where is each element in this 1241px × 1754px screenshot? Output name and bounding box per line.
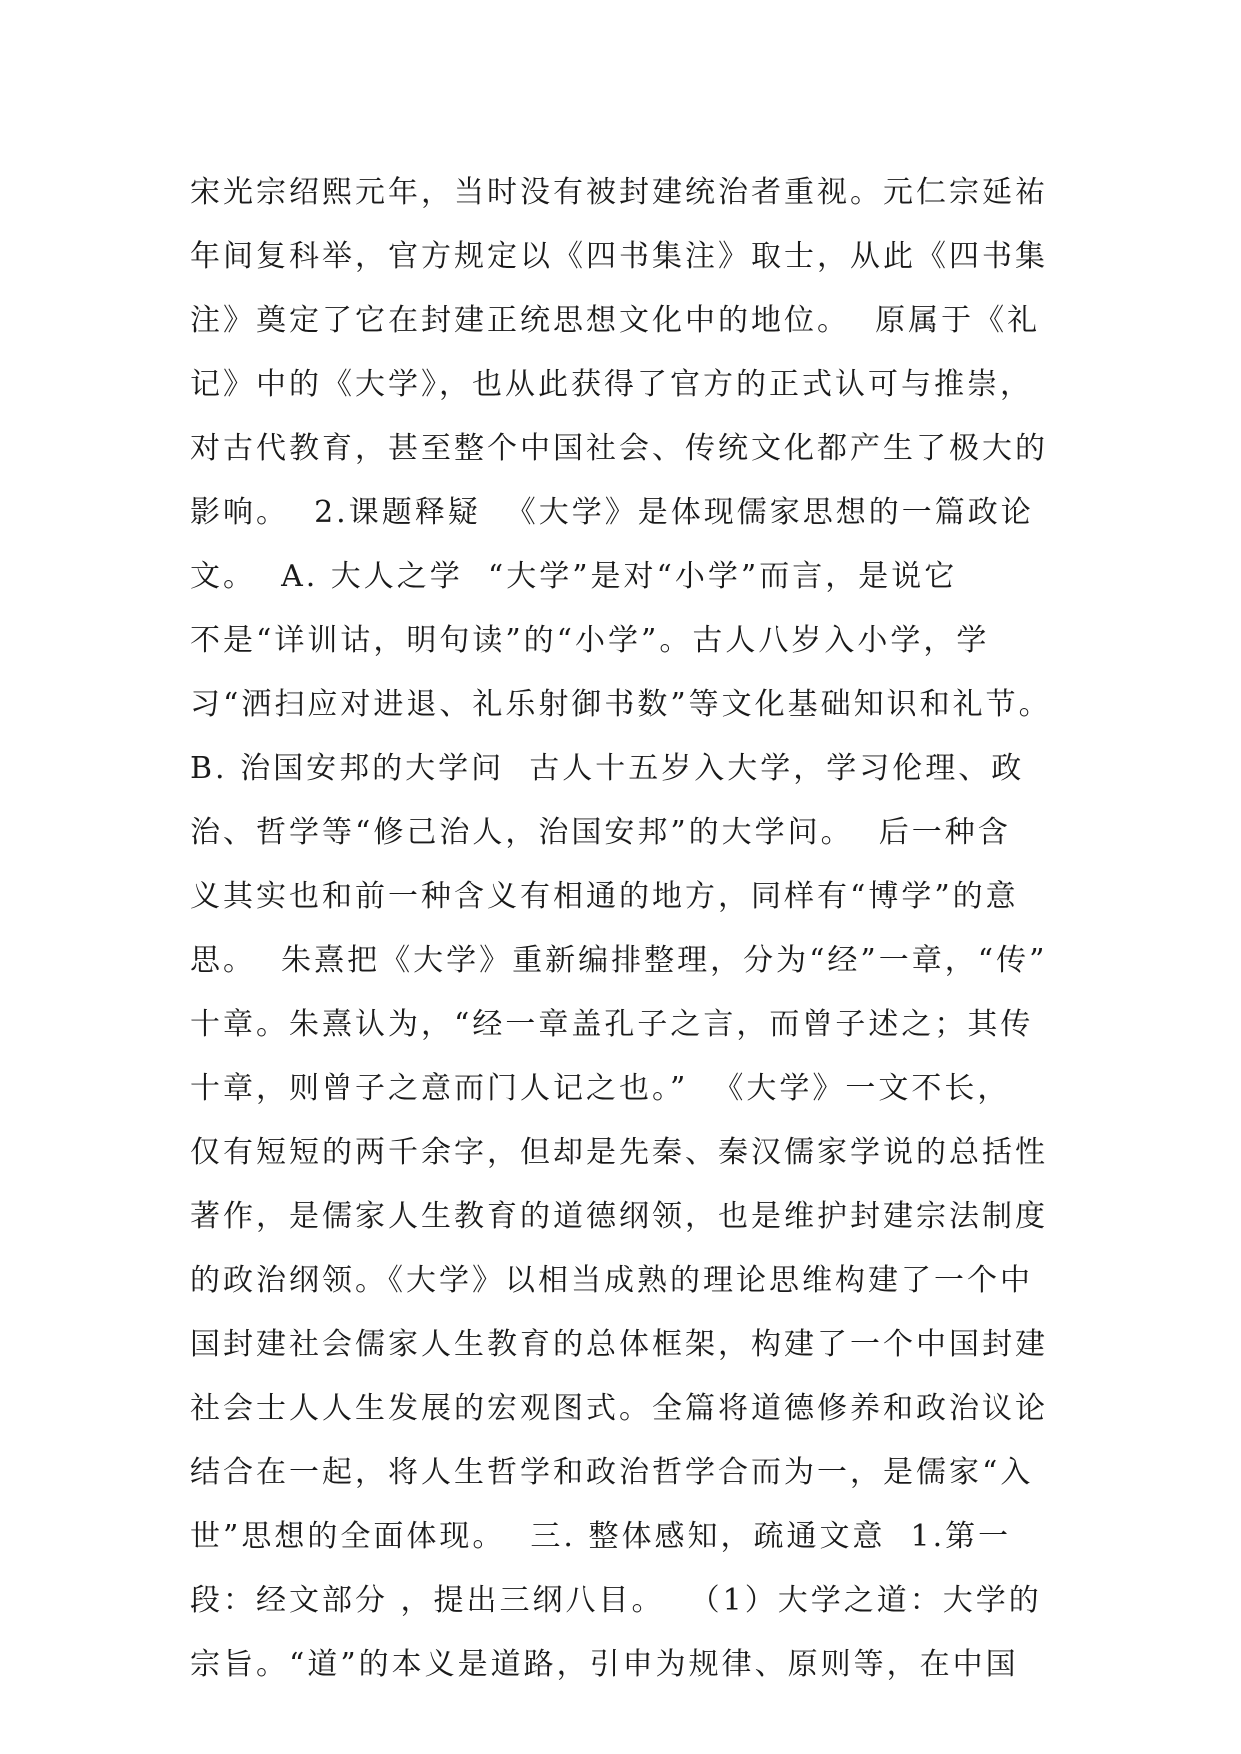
text-line: 不是“详训诂，明句读”的“小学”。古人八岁入小学，学 — [190, 623, 990, 658]
text-line: 义其实也和前一种含义有相通的地方，同样有“博学”的意 — [190, 879, 1019, 914]
text-line: 宋光宗绍熙元年，当时没有被封建统治者重视。元仁宗延祐 — [190, 175, 1048, 210]
text-line: 著作，是儒家人生教育的道德纲领，也是维护封建宗法制度 — [190, 1199, 1048, 1234]
text-line: 结合在一起，将人生哲学和政治哲学合而为一，是儒家“入 — [190, 1455, 1034, 1490]
text-line: B. 治国安邦的大学问 古人十五岁入大学，学习伦理、政 — [190, 751, 1025, 786]
text-line: 记》中的《大学》，也从此获得了官方的正式认可与推崇， — [190, 367, 1033, 402]
text-line: 段：经文部分 ，提出三纲八目。 （1）大学之道：大学的 — [190, 1583, 1042, 1618]
text-line: 仅有短短的两千余字，但却是先秦、秦汉儒家学说的总括性 — [190, 1135, 1048, 1170]
text-line: 对古代教育，甚至整个中国社会、传统文化都产生了极大的 — [190, 431, 1048, 466]
text-line: 习“洒扫应对进退、礼乐射御书数”等文化基础知识和礼节。 — [190, 687, 1052, 722]
text-line: 社会士人人生发展的宏观图式。全篇将道德修养和政治议论 — [190, 1391, 1048, 1426]
text-line: 的政治纲领。《大学》以相当成熟的理论思维构建了一个中 — [190, 1263, 1033, 1298]
text-line: 国封建社会儒家人生教育的总体框架，构建了一个中国封建 — [190, 1327, 1048, 1362]
body-text — [190, 161, 1070, 1697]
text-line: 十章。朱熹认为，“经一章盖孔子之言，而曾子述之；其传 — [190, 1007, 1034, 1042]
text-line: 思。 朱熹把《大学》重新编排整理，分为“经”一章，“传” — [190, 943, 1048, 978]
text-line: 注》奠定了它在封建正统思想文化中的地位。 原属于《礼 — [190, 303, 1041, 338]
text-line: 治、哲学等“修己治人，治国安邦”的大学问。 后一种含 — [190, 815, 1011, 850]
text-line: 宗旨。“道”的本义是道路，引申为规律、原则等，在中国 — [190, 1647, 1019, 1682]
text-line: 世”思想的全面体现。 三. 整体感知，疏通文意 1.第一 — [190, 1519, 1012, 1554]
text-line: 文。 A. 大人之学 “大学”是对“小学”而言，是说它 — [190, 559, 958, 594]
text-line: 年间复科举，官方规定以《四书集注》取士，从此《四书集 — [190, 239, 1048, 274]
text-line: 影响。 2.课题释疑 《大学》是体现儒家思想的一篇政论 — [190, 495, 1034, 530]
text-line: 十章，则曾子之意而门人记之也。” 《大学》一文不长， — [190, 1071, 1011, 1106]
